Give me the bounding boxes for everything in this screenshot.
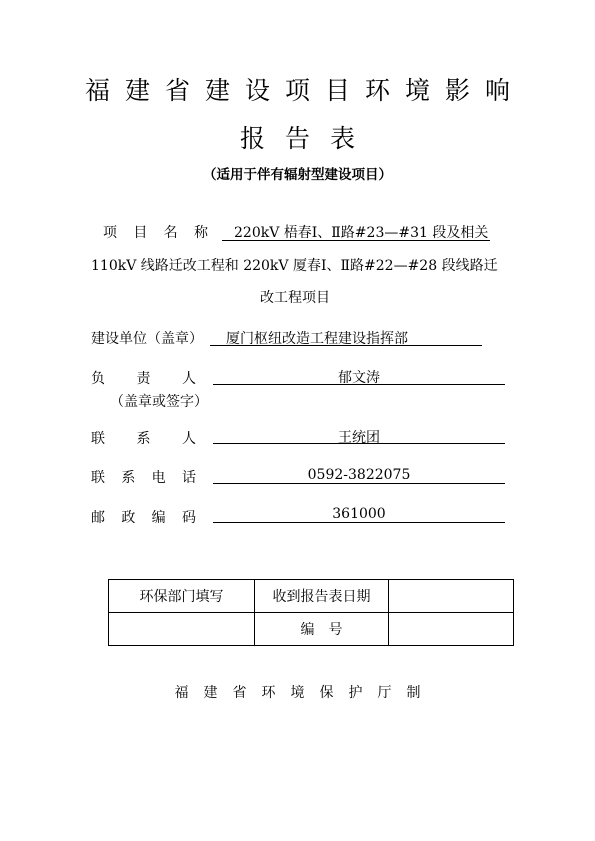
postcode-label-char: 政 <box>121 510 136 526</box>
project-name-label-char: 称 <box>193 225 208 241</box>
phone-label <box>91 467 196 487</box>
empty-cell <box>109 613 255 646</box>
responsible-label-char: 负 <box>91 371 105 387</box>
date-received-label-cell: 收到报告表日期 <box>255 580 389 613</box>
contact-label-char: 人 <box>182 431 196 447</box>
table-row <box>109 613 514 646</box>
construction-unit-value: 厦门枢纽改造工程建设指挥部 <box>226 331 408 347</box>
contact-label-char: 系 <box>136 431 151 447</box>
date-received-value-cell <box>389 580 514 613</box>
project-name-label <box>103 222 208 242</box>
postcode-label <box>91 507 196 527</box>
responsible-label-char: 人 <box>182 371 196 387</box>
contact-label-char: 联 <box>91 431 105 447</box>
issuer-footer: 福建省环境保护厅制 <box>174 685 436 701</box>
responsible-label <box>91 368 196 388</box>
postcode-label-char: 编 <box>151 510 166 526</box>
document-subtitle: 报告表 <box>239 124 375 153</box>
phone-value: 0592-3822075 <box>307 467 411 483</box>
applicability-note: （适用于伴有辐射型建设项目） <box>203 167 392 183</box>
number-value-cell <box>389 613 514 646</box>
project-name-line3: 改工程项目 <box>260 290 330 306</box>
phone-label-char: 系 <box>121 470 136 486</box>
phone-label-char: 电 <box>151 470 166 486</box>
postcode-label-char: 邮 <box>91 510 105 526</box>
phone-label-char: 联 <box>91 470 105 486</box>
dept-fill-cell: 环保部门填写 <box>109 580 255 613</box>
project-name-label-char: 项 <box>103 225 117 241</box>
project-name-line2: 110kV 线路迁改工程和 220kV 厦春Ⅰ、Ⅱ路#22—#28 段线路迁 <box>91 258 498 274</box>
responsible-sub-label: （盖章或签字） <box>110 394 208 410</box>
document-title: 福建省建设项目环境影响 <box>84 76 525 105</box>
postcode-value: 361000 <box>332 506 386 522</box>
number-label-cell: 编 号 <box>255 613 389 646</box>
project-name-line1: 220kV 梧春Ⅰ、Ⅱ路#23—#31 段及相关 <box>234 225 489 241</box>
construction-unit-label: 建设单位（盖章） <box>91 331 203 347</box>
project-name-label-char: 目 <box>133 225 148 241</box>
phone-underline <box>213 483 505 484</box>
contact-label <box>91 428 196 448</box>
phone-label-char: 话 <box>181 470 196 486</box>
project-name-label-char: 名 <box>163 225 178 241</box>
contact-value: 王统团 <box>338 430 380 446</box>
responsible-value: 郁文涛 <box>338 370 380 386</box>
responsible-label-char: 责 <box>136 371 151 387</box>
table-row <box>109 580 514 613</box>
environmental-dept-table <box>108 579 514 646</box>
postcode-label-char: 码 <box>181 510 196 526</box>
postcode-underline <box>213 522 505 523</box>
